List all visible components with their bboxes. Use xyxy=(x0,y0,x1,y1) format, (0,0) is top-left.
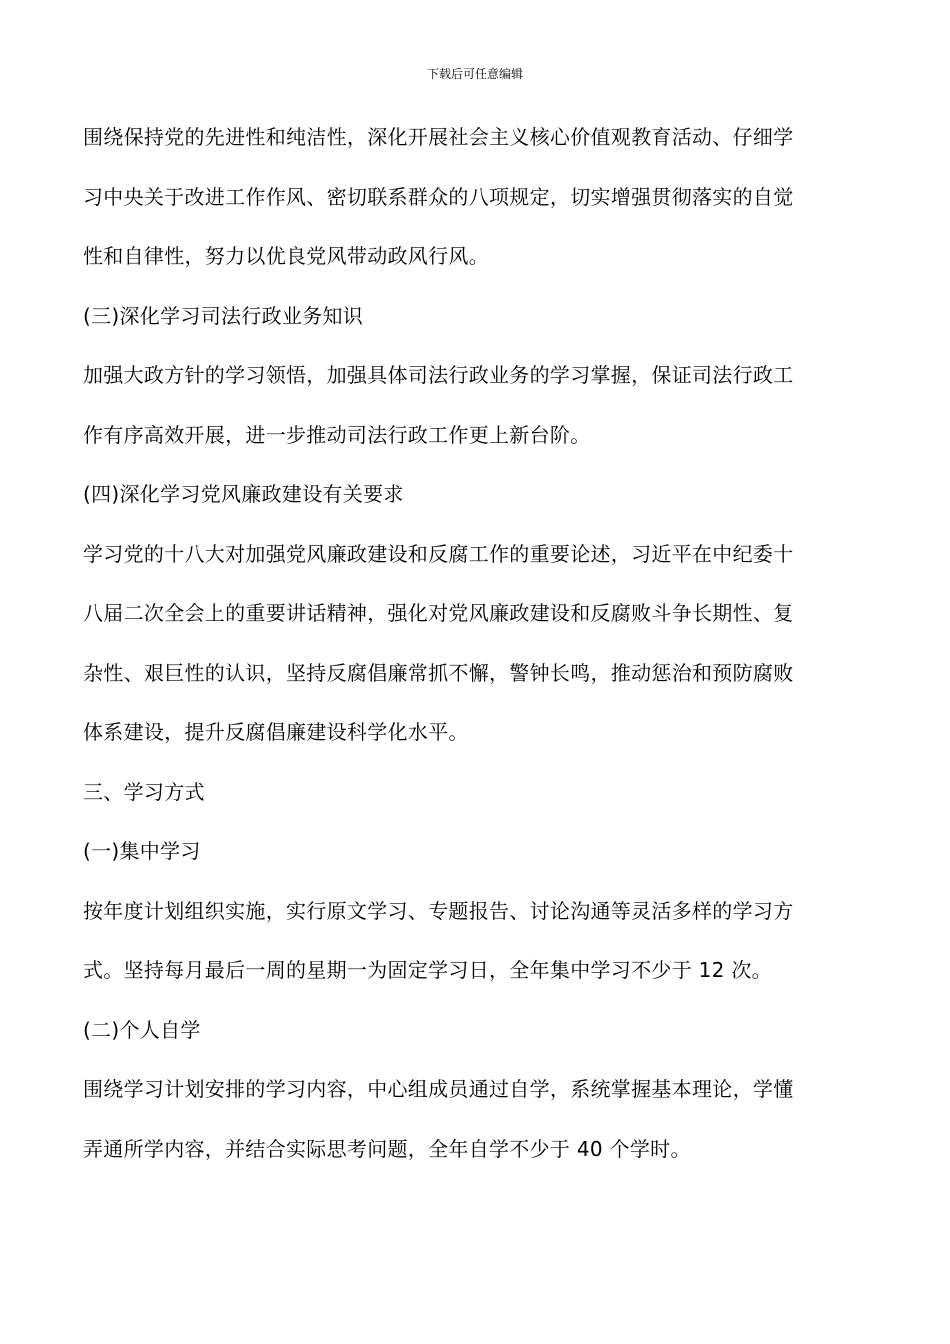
page-header: 下载后可任意编辑 xyxy=(426,67,523,81)
section-heading: (四)深化学习党风廉政建设有关要求 xyxy=(83,482,404,506)
paragraph-line: 体系建设，提升反腐倡廉建设科学化水平。 xyxy=(83,720,469,744)
section-heading: (一)集中学习 xyxy=(83,839,201,863)
chapter-heading: 三、学习方式 xyxy=(83,779,205,804)
paragraph-line: 围绕保持党的先进性和纯洁性，深化开展社会主义核心价值观教育活动、仔细学 xyxy=(83,125,794,149)
paragraph-line: 八届二次全会上的重要讲话精神，强化对党风廉政建设和反腐败斗争长期性、复 xyxy=(83,601,794,625)
section-heading: (二)个人自学 xyxy=(83,1017,201,1042)
paragraph-line: 习中央关于改进工作作风、密切联系群众的八项规定，切实增强贯彻落实的自觉 xyxy=(83,184,794,209)
paragraph-line: 围绕学习计划安排的学习内容，中心组成员通过自学，系统掌握基本理论，学懂 xyxy=(83,1077,794,1101)
section-heading: (三)深化学习司法行政业务知识 xyxy=(83,303,364,328)
paragraph-line: 弄通所学内容，并结合实际思考问题，全年自学不少于 40 个学时。 xyxy=(83,1136,691,1161)
document-body xyxy=(83,121,869,1192)
paragraph-line: 加强大政方针的学习领悟，加强具体司法行政业务的学习掌握，保证司法行政工 xyxy=(83,363,794,387)
paragraph-line: 按年度计划组织实施，实行原文学习、专题报告、讨论沟通等灵活多样的学习方 xyxy=(83,898,794,923)
paragraph-line: 式。坚持每月最后一周的星期一为固定学习日，全年集中学习不少于 12 次。 xyxy=(83,958,772,982)
paragraph-line: 杂性、艰巨性的认识，坚持反腐倡廉常抓不懈，警钟长鸣，推动惩治和预防腐败 xyxy=(83,660,794,685)
paragraph-line: 性和自律性，努力以优良党风带动政风行风。 xyxy=(83,244,489,268)
paragraph-line: 作有序高效开展，进一步推动司法行政工作更上新台阶。 xyxy=(83,422,591,447)
paragraph-line: 学习党的十八大对加强党风廉政建设和反腐工作的重要论述，习近平在中纪委十 xyxy=(83,541,794,566)
